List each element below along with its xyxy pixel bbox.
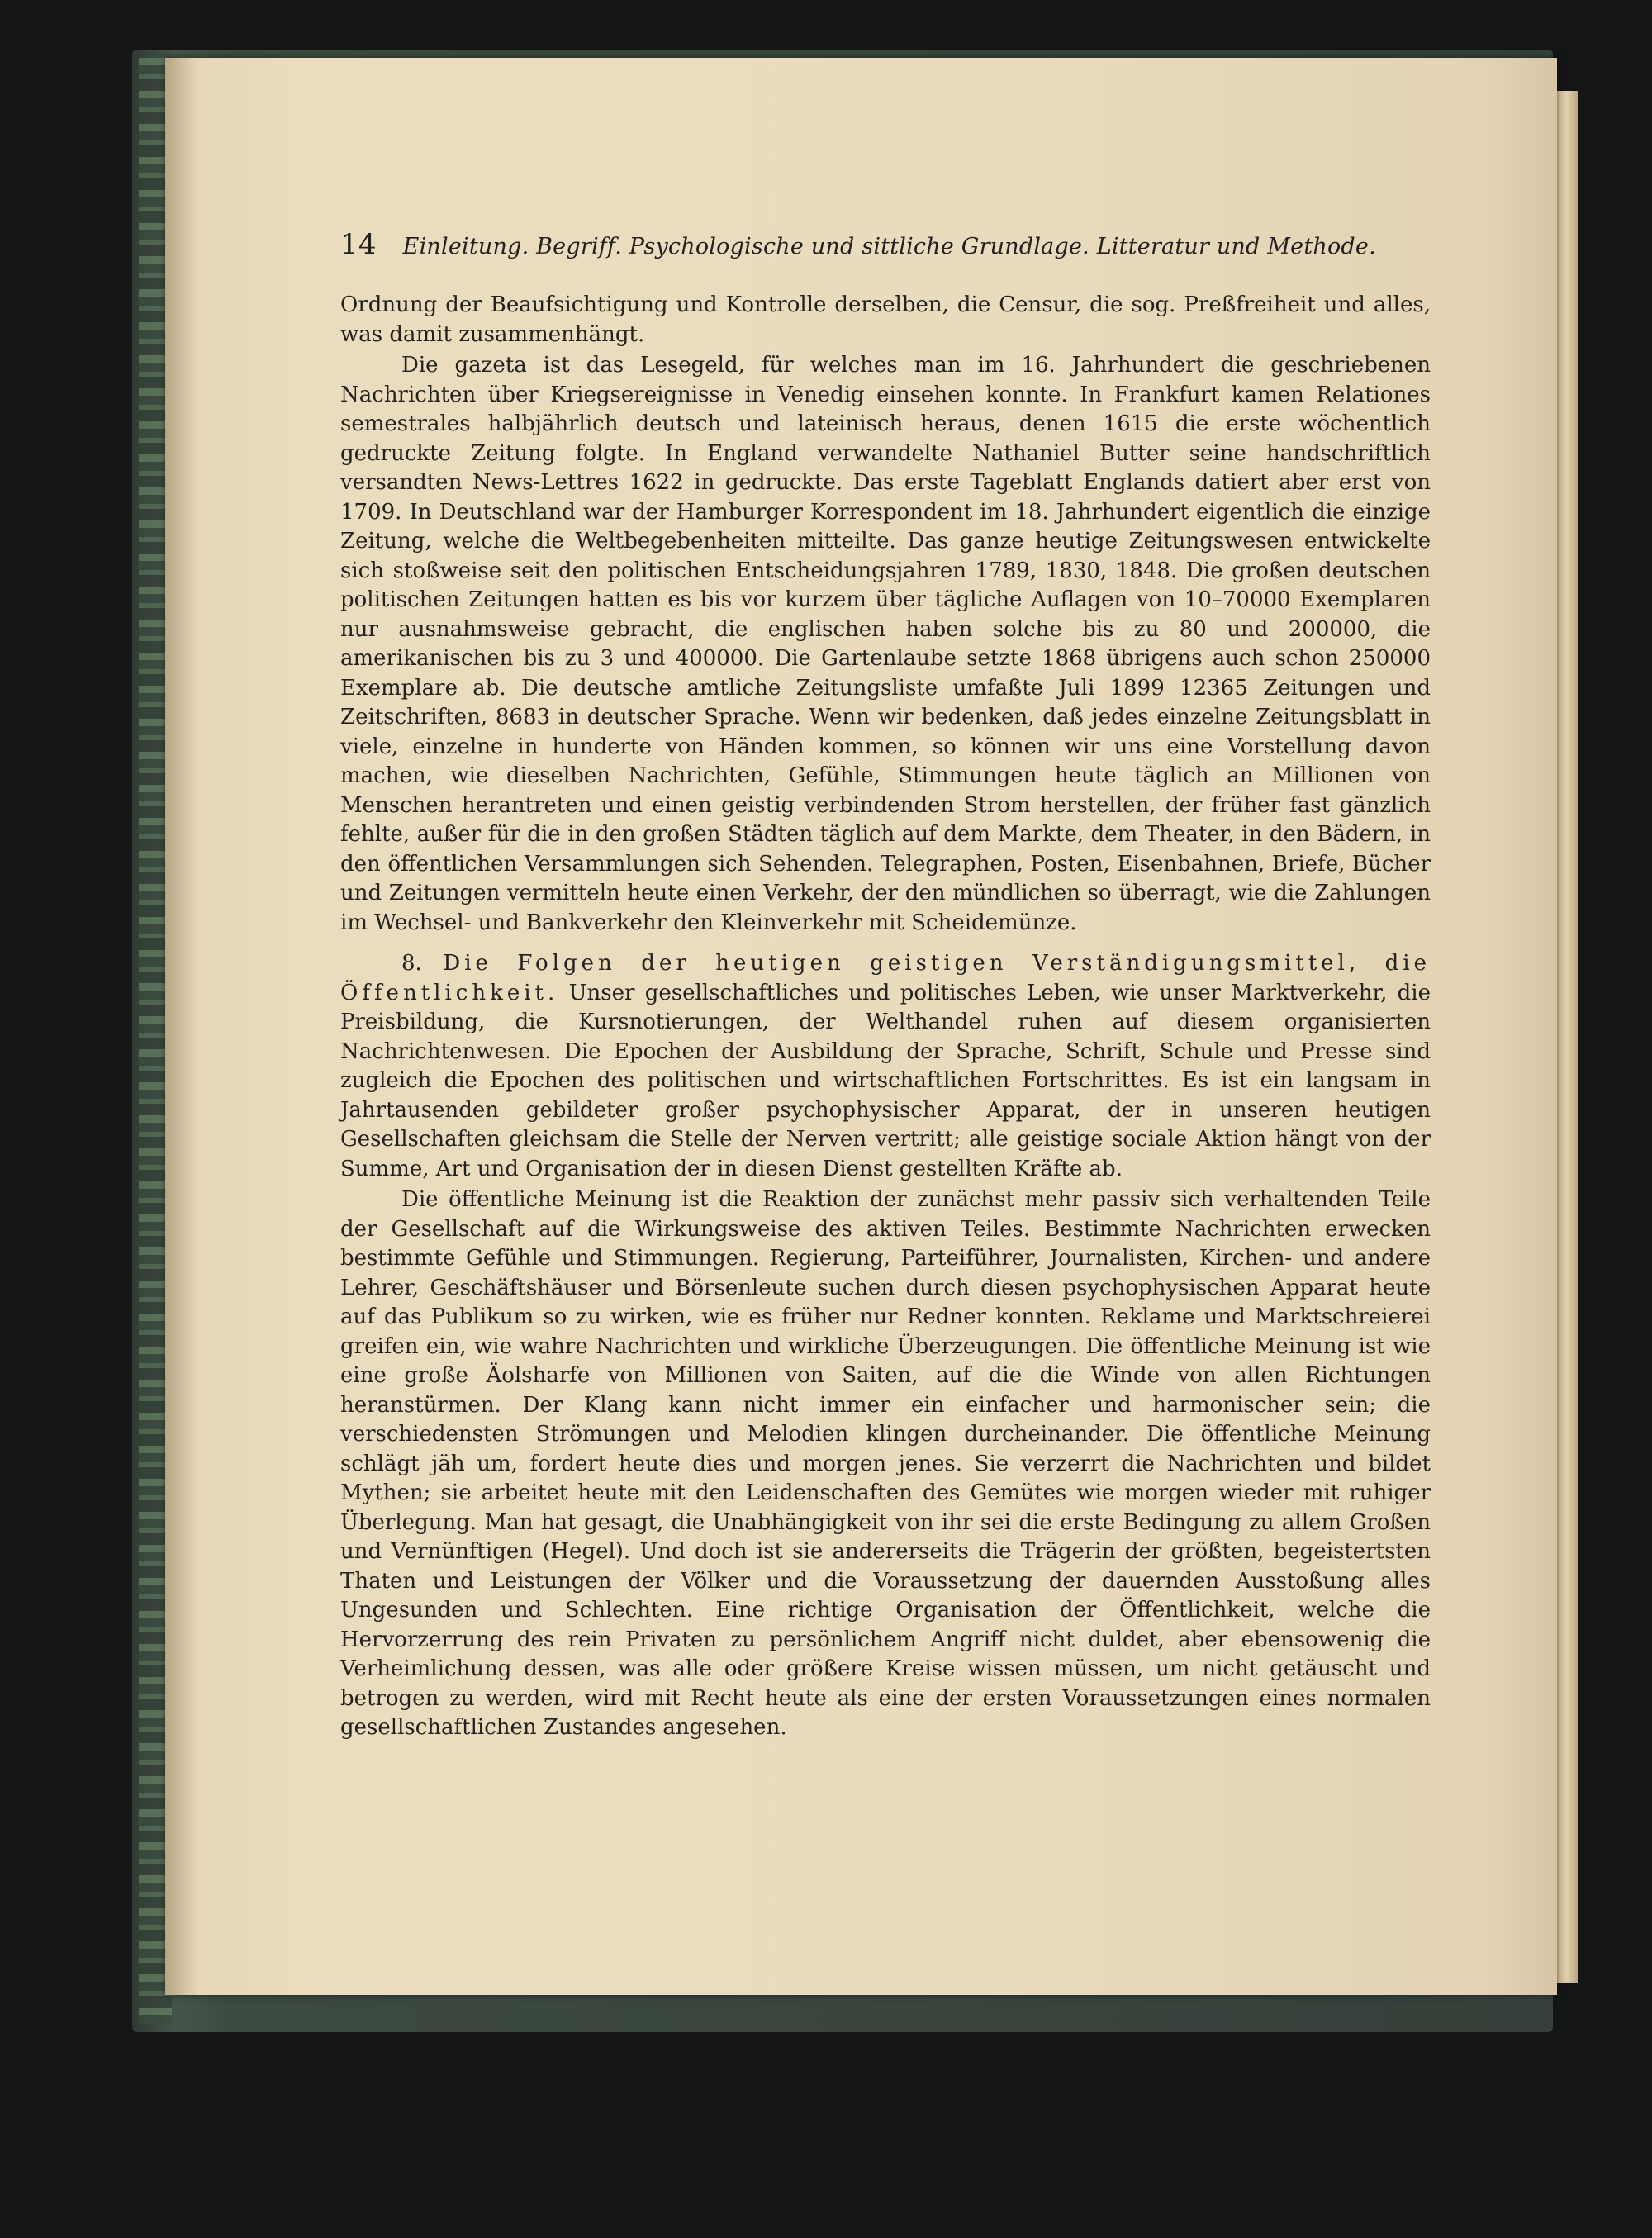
page-number: 14	[340, 228, 377, 261]
page-edges	[1557, 91, 1578, 1983]
section-number: 8.	[401, 951, 422, 976]
page-gutter-shadow	[165, 58, 198, 1995]
section-body: Unser gesellschaftliches und politisches Leben, wie unser Marktverkehr, die Preisbildung, die Kursnotierungen, der Welthandel ruhen auf diesem organisierten Nachrichtenwesen. Die Epochen der Ausbildung der Sprache, Schrift, Schule und Presse sind zugleich die Epochen des politischen und wirtschaftlichen Fortschrittes. Es ist ein langsam in Jahrtausenden gebildeter großer psychophysischer Apparat, der in unseren heutigen Gesellschaften gleichsam die Stelle der Nerven vertritt; alle geistige sociale Aktion hängt von der Summe, Art und Organisation der in diesen Dienst gestellten Kräfte ab.	[340, 980, 1431, 1181]
paragraph-1: Ordnung der Beaufsichtigung und Kontrolle derselben, die Censur, die sog. Preßfreiheit und alles, was damit zusammenhängt.	[340, 292, 1431, 347]
paragraph-2: Die gazeta ist das Lesegeld, für welches man im 16. Jahrhundert die geschriebenen Nachrichten über Kriegsereignisse in Venedig einsehen konnte. In Frankfurt kamen Relationes semestrales halbjährlich deutsch und lateinisch heraus, denen 1615 die erste wöchentlich gedruckte Zeitung folgte. In England verwandelte Nathaniel Butter seine handschriftlich versandten News-Lettres 1622 in gedruckte. Das erste Tageblatt Englands datiert aber erst von 1709. In Deutschland war der Hamburger Korrespondent im 18. Jahrhundert eigentlich die einzige Zeitung, welche die Weltbegebenheiten mitteilte. Das ganze heutige Zeitungswesen entwickelte sich stoßweise seit den politischen Entscheidungsjahren 1789, 1830, 1848. Die großen deutschen politischen Zeitungen hatten es bis vor kurzem über tägliche Auflagen von 10–70000 Exemplaren nur ausnahmsweise gebracht, die englischen haben solche bis zu 80 und 200000, die amerikanischen bis zu 3 und 400000. Die Gartenlaube setzte 1868 übrigens auch schon 250000 Exemplare ab. Die deutsche amtliche Zeitungsliste umfaßte Juli 1899 12365 Zeitungen und Zeitschriften, 8683 in deutscher Sprache. Wenn wir bedenken, daß jedes einzelne Zeitungsblatt in viele, einzelne in hunderte von Händen kommen, so können wir uns eine Vorstellung davon machen, wie dieselben Nachrichten, Gefühle, Stimmungen heute täglich an Millionen von Menschen herantreten und einen geistig verbindenden Strom herstellen, der früher fast gänzlich fehlte, außer für die in den großen Städten täglich auf dem Markte, dem Theater, in den Bädern, in den öffentlichen Versammlungen sich Sehenden. Telegraphen, Posten, Eisenbahnen, Briefe, Bücher und Zeitungen vermitteln heute einen Verkehr, der den mündlichen so überragt, wie die Zahlungen im Wechsel- und Bankverkehr den Kleinverkehr mit Scheidemünze.	[340, 353, 1431, 935]
running-head	[340, 228, 1431, 269]
page-content	[340, 228, 1431, 1745]
section-heading: Die Folgen der heutigen geistigen Verständigungsmittel, die Öffentlichkeit.	[340, 951, 1431, 1005]
paragraph-4: Die öffentliche Meinung ist die Reaktion der zunächst mehr passiv sich verhaltenden Teile der Gesellschaft auf die Wirkungsweise des aktiven Teiles. Bestimmte Nachrichten erwecken bestimmte Gefühle und Stimmungen. Regierung, Parteiführer, Journalisten, Kirchen- und andere Lehrer, Geschäftshäuser und Börsenleute suchen durch diesen psychophysischen Apparat heute auf das Publikum so zu wirken, wie es früher nur Redner konnten. Reklame und Marktschreierei greifen ein, wie wahre Nachrichten und wirkliche Überzeugungen. Die öffentliche Meinung ist wie eine große Äolsharfe von Millionen von Saiten, auf die die Winde von allen Richtungen heranstürmen. Der Klang kann nicht immer ein einfacher und harmonischer sein; die verschiedensten Strömungen und Melodien klingen durcheinander. Die öffentliche Meinung schlägt jäh um, fordert heute dies und morgen jenes. Sie verzerrt die Nachrichten und bildet Mythen; sie arbeitet heute mit den Leidenschaften des Gemütes wie morgen wieder mit ruhiger Überlegung. Man hat gesagt, die Unabhängigkeit von ihr sei die erste Bedingung zu allem Großen und Vernünftigen (Hegel). Und doch ist sie andererseits die Trägerin der größten, begeistertsten Thaten und Leistungen der Völker und die Voraussetzung der dauernden Ausstoßung alles Ungesunden und Schlechten. Eine richtige Organisation der Öffentlichkeit, welche die Hervorzerrung des rein Privaten zu persönlichem Angriff nicht duldet, aber ebensowenig die Verheimlichung dessen, was alle oder größere Kreise wissen müssen, um nicht getäuscht und betrogen zu werden, wird mit Recht heute als eine der ersten Voraussetzungen eines normalen gesellschaftlichen Zustandes angesehen.	[340, 1187, 1431, 1740]
running-title: Einleitung. Begriff. Psychologische und sittliche Grundlage. Litteratur und Methode.	[402, 234, 1376, 259]
section-8-paragraph	[340, 949, 1431, 1184]
